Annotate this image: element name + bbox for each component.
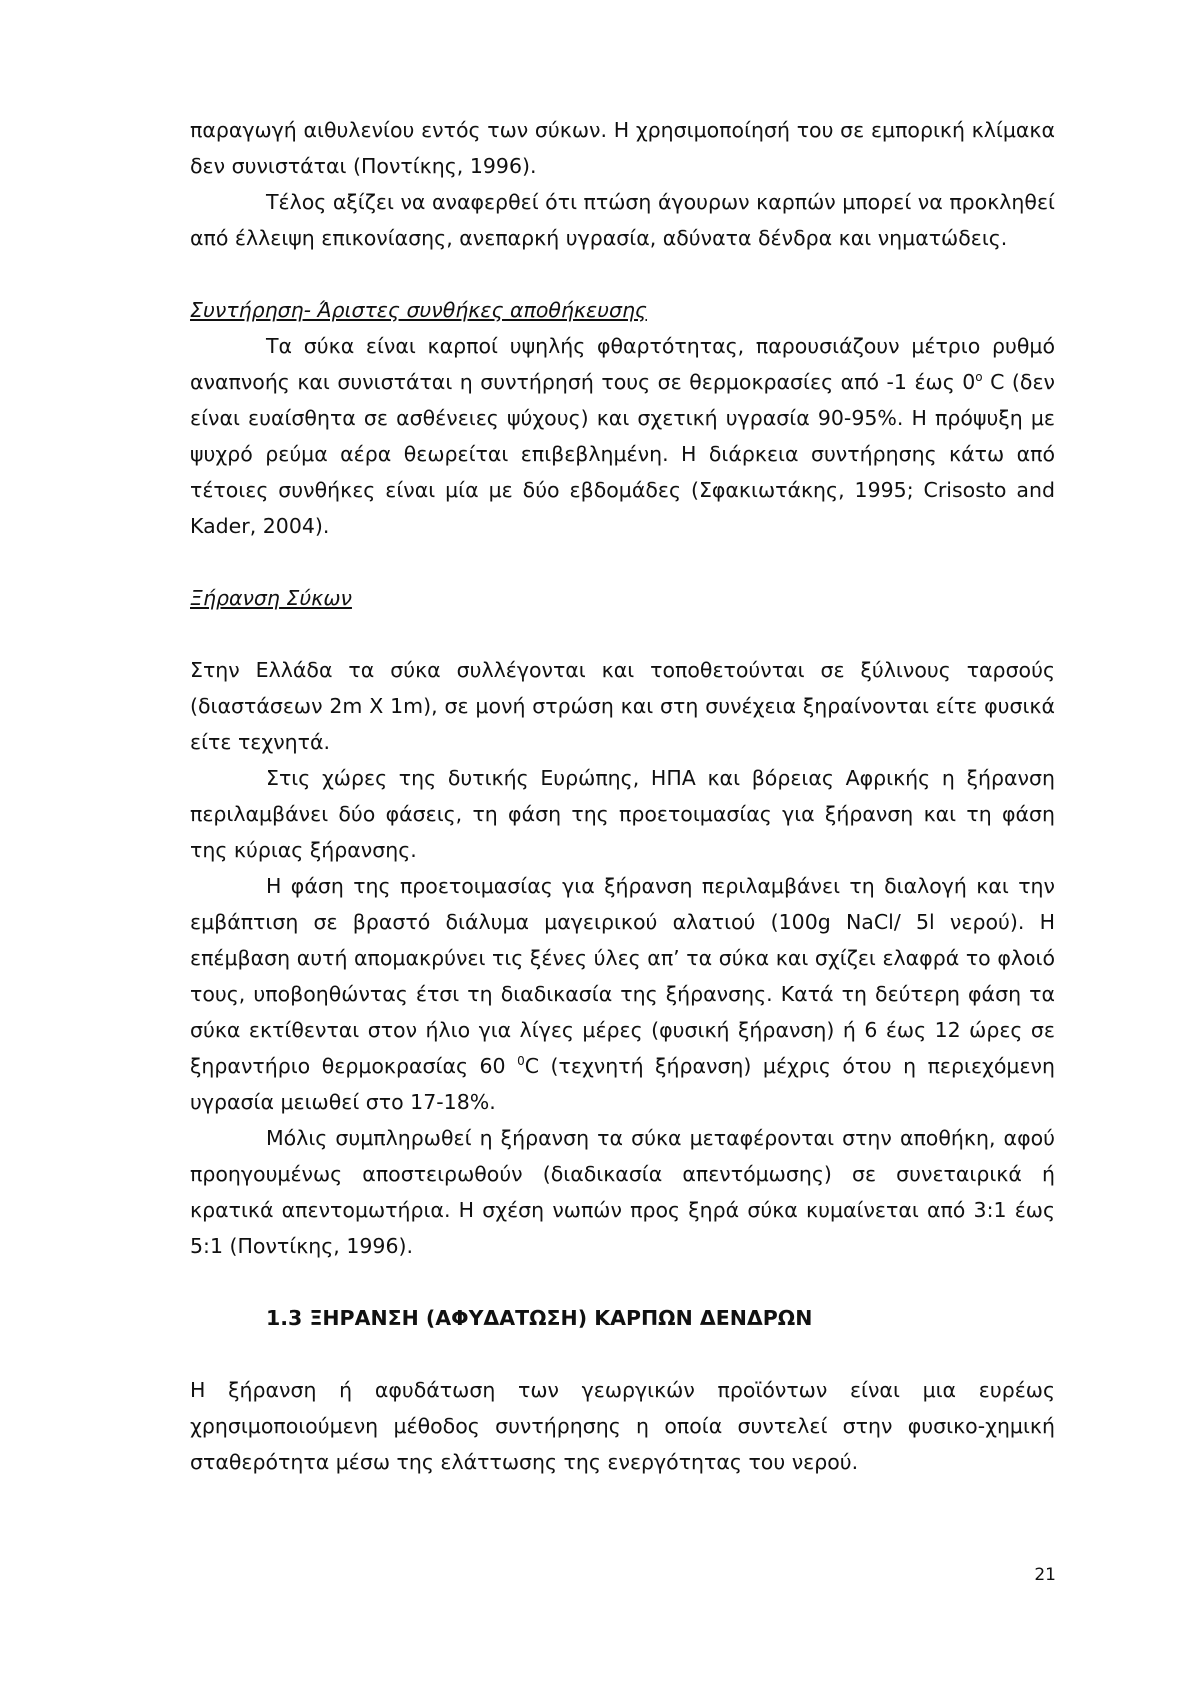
page-number: 21 xyxy=(1034,1565,1056,1585)
spacer xyxy=(190,544,1055,580)
spacer xyxy=(190,256,1055,292)
storage-text-b: C (δεν είναι ευαίσθητα σε ασθένειες ψύχους) και σχετική υγρασία 90-95%. Η πρόψυξη με ψυχρό ρεύμα αέρα θεωρείται επιβεβλημένη. Η διάρκεια συντήρησης κάτω από τέτοιες συνθήκες είναι μία με δύο εβδομάδες (Σφακιωτάκης, 1995; Crisosto and Kader, 2004). xyxy=(190,370,1055,538)
degree-superscript: 0 xyxy=(517,1054,525,1069)
paragraph-preparation xyxy=(190,868,1055,1120)
preparation-text-b: C (τεχνητή ξήρανση) μέχρις ότου η περιεχόμενη υγρασία μειωθεί στο 17-18%. xyxy=(190,1054,1055,1114)
spacer xyxy=(190,1264,1055,1300)
body-text xyxy=(190,112,1055,1480)
paragraph-fruit-drop: Τέλος αξίζει να αναφερθεί ότι πτώση άγουρων καρπών μπορεί να προκληθεί από έλλειψη επικονίασης, ανεπαρκή υγρασία, αδύνατα δένδρα και νηματώδεις. xyxy=(190,190,1055,250)
degree-superscript: ο xyxy=(975,370,983,385)
paragraph-dehydration: Η ξήρανση ή αφυδάτωση των γεωργικών προϊόντων είναι μια ευρέως χρησιμοποιούμενη μέθοδος συντήρησης η οποία συντελεί στην φυσικο-χημική σταθερότητα μέσω της ελάττωσης της ενεργότητας του νερού. xyxy=(190,1378,1055,1474)
paragraph-storage xyxy=(190,328,1055,544)
subheading-storage: Συντήρηση- Άριστες συνθήκες αποθήκευσης xyxy=(190,298,647,322)
paragraph-ethylene: παραγωγή αιθυλενίου εντός των σύκων. Η χρησιμοποίησή του σε εμπορική κλίμακα δεν συνιστάται (Ποντίκης, 1996). xyxy=(190,118,1055,178)
paragraph-storage-after-drying: Μόλις συμπληρωθεί η ξήρανση τα σύκα μεταφέρονται στην αποθήκη, αφού προηγουμένως αποστειρωθούν (διαδικασία απεντόμωσης) σε συνεταιρικά ή κρατικά απεντομωτήρια. Η σχέση νωπών προς ξηρά σύκα κυμαίνεται από 3:1 έως 5:1 (Ποντίκης, 1996). xyxy=(190,1126,1055,1258)
section-title: 1.3 ΞΗΡΑΝΣΗ (ΑΦΥΔΑΤΩΣΗ) ΚΑΡΠΩΝ ΔΕΝΔΡΩΝ xyxy=(266,1306,813,1330)
storage-text-a: Τα σύκα είναι καρποί υψηλής φθαρτότητας, παρουσιάζουν μέτριο ρυθμό αναπνοής και συνιστάται η συντήρησή τους σε θερμοκρασίες από -1 έως 0 xyxy=(190,334,1055,394)
subheading-drying: Ξήρανση Σύκων xyxy=(190,586,352,610)
spacer xyxy=(190,616,1055,652)
paragraph-greece-drying: Στην Ελλάδα τα σύκα συλλέγονται και τοποθετούνται σε ξύλινους ταρσούς (διαστάσεων 2m X 1m), σε μονή στρώση και στη συνέχεια ξηραίνονται είτε φυσικά είτε τεχνητά. xyxy=(190,658,1055,754)
preparation-text-a: Η φάση της προετοιμασίας για ξήρανση περιλαμβάνει τη διαλογή και την εμβάπτιση σε βραστό διάλυμα μαγειρικού αλατιού (100g NaCl/ 5l νερού). Η επέμβαση αυτή απομακρύνει τις ξένες ύλες απ’ τα σύκα και σχίζει ελαφρά το φλοιό τους, υποβοηθώντας έτσι τη διαδικασία της ξήρανσης. Κατά τη δεύτερη φάση τα σύκα εκτίθενται στον ήλιο για λίγες μέρες (φυσική ξήρανση) ή 6 έως 12 ώρες σε ξηραντήριο θερμοκρασίας 60 xyxy=(190,874,1055,1078)
paragraph-two-phases: Στις χώρες της δυτικής Ευρώπης, ΗΠΑ και βόρειας Αφρικής η ξήρανση περιλαμβάνει δύο φάσεις, τη φάση της προετοιμασίας για ξήρανση και τη φάση της κύριας ξήρανσης. xyxy=(190,766,1055,862)
spacer xyxy=(190,1336,1055,1372)
